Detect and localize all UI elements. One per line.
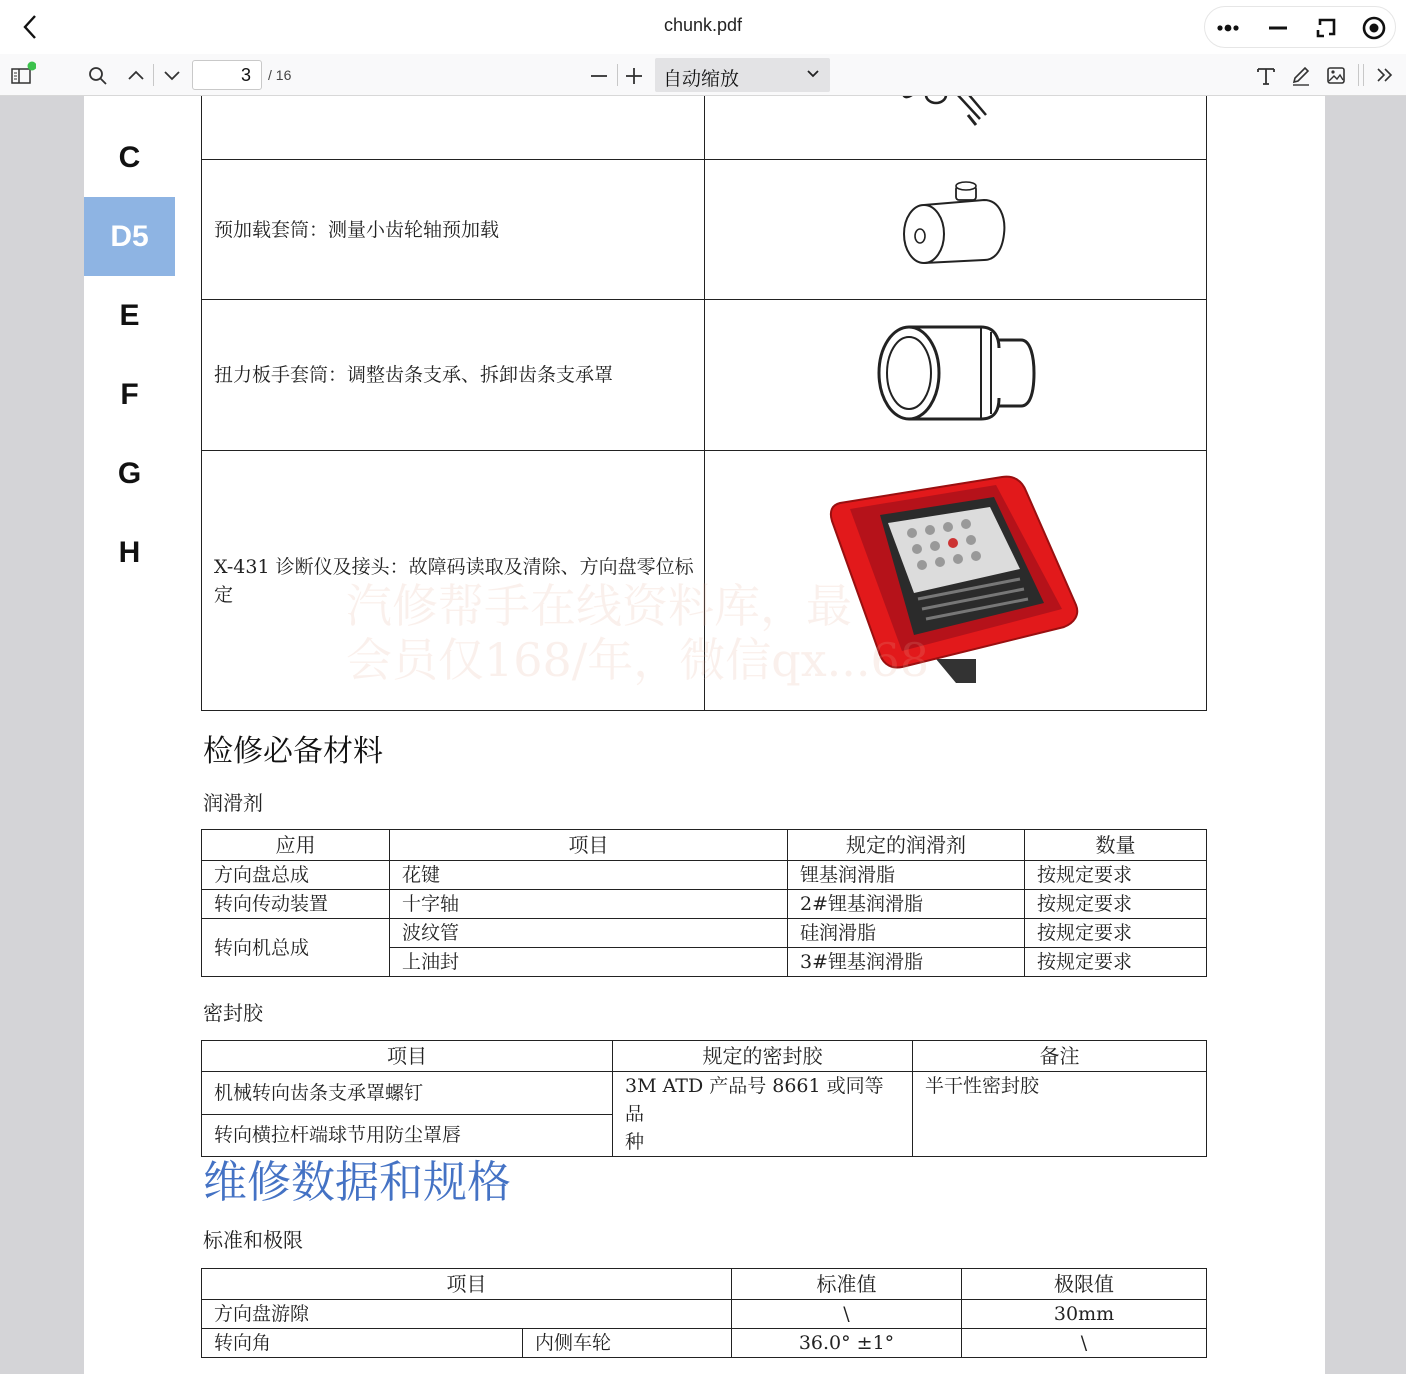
tool-image-cell xyxy=(705,300,1207,451)
table-row: 机械转向齿条支承罩螺钉 3M ATD 产品号 8661 或同等品 种 半干性密封胶 xyxy=(202,1072,1207,1115)
special-tools-table xyxy=(201,96,1207,711)
tool-image-cell xyxy=(705,96,1207,160)
table-header-row: 项目 规定的密封胶 备注 xyxy=(202,1041,1207,1072)
chapter-tab-e[interactable]: E xyxy=(119,299,140,332)
tool-parts-icon xyxy=(856,96,1056,155)
insert-image-icon[interactable] xyxy=(1322,61,1350,89)
close-circle-icon[interactable] xyxy=(1357,11,1391,45)
zoom-in-icon[interactable] xyxy=(620,61,648,89)
pdf-page xyxy=(84,96,1325,1374)
tool-description: 扭力板手套筒：调整齿条支承、拆卸齿条支承罩 xyxy=(202,300,705,451)
table-row: 转向机总成 波纹管 硅润滑脂 按规定要求 xyxy=(202,919,1207,948)
preload-socket-icon xyxy=(896,178,1016,278)
lubricant-table xyxy=(201,829,1207,977)
watermark: 汽修帮手在线资料库，最 会员仅168/年，微信qx...68 xyxy=(346,579,930,687)
page-total-label: / 16 xyxy=(268,67,292,83)
table-row: 转向角 内侧车轮 36.0° ±1° \ xyxy=(202,1329,1207,1358)
chapter-index xyxy=(84,118,175,592)
table-header-row: 项目 标准值 极限值 xyxy=(202,1269,1207,1300)
chapter-tab-g[interactable]: G xyxy=(117,457,142,490)
chapter-tab-d5[interactable]: D5 xyxy=(84,197,175,276)
draw-pen-icon[interactable] xyxy=(1287,61,1315,89)
previous-page-icon[interactable] xyxy=(122,61,150,89)
zoom-out-icon[interactable] xyxy=(585,61,613,89)
limits-subheading: 标准和极限 xyxy=(203,1228,303,1252)
zoom-select-value: 自动缩放 xyxy=(663,68,740,90)
chapter-tab-h[interactable]: H xyxy=(118,536,141,569)
next-page-icon[interactable] xyxy=(158,61,186,89)
window-titlebar xyxy=(0,0,1406,54)
pdf-toolbar xyxy=(0,54,1406,96)
tool-description: 预加载套筒：测量小齿轮轴预加载 xyxy=(202,160,705,300)
chapter-tab-f[interactable]: F xyxy=(120,378,139,411)
restore-window-icon[interactable] xyxy=(1309,11,1343,45)
materials-heading: 检修必备材料 xyxy=(203,734,383,769)
specs-heading: 维修数据和规格 xyxy=(203,1157,511,1208)
tool-description: X-431 诊断仪及接头：故障码读取及清除、方向盘零位标定 xyxy=(202,451,705,711)
lubricant-subheading: 润滑剂 xyxy=(203,791,263,815)
sealant-table xyxy=(201,1040,1207,1157)
chapter-tab-c[interactable]: C xyxy=(118,141,141,174)
table-row xyxy=(202,451,1207,711)
table-row: 方向盘游隙 \ 30mm xyxy=(202,1300,1207,1329)
tool-image-cell xyxy=(705,451,1207,711)
table-row xyxy=(202,96,1207,160)
torque-socket-icon xyxy=(871,318,1041,428)
sidebar-toggle-icon[interactable] xyxy=(8,61,36,89)
table-row: 方向盘总成 花键 锂基润滑脂 按规定要求 xyxy=(202,861,1207,890)
window-title: chunk.pdf xyxy=(663,15,743,35)
text-tool-icon[interactable] xyxy=(1252,61,1280,89)
table-row: 上油封 3#锂基润滑脂 按规定要求 xyxy=(202,948,1207,977)
page-number-input[interactable] xyxy=(192,60,262,90)
window-capsule-menu xyxy=(1204,6,1396,48)
table-row xyxy=(202,160,1207,300)
document-viewer[interactable] xyxy=(0,96,1406,1374)
more-tools-chevrons-icon[interactable] xyxy=(1372,61,1400,89)
limits-table xyxy=(201,1268,1207,1358)
more-dots-icon[interactable] xyxy=(1211,11,1245,45)
search-icon[interactable] xyxy=(84,61,112,89)
minimize-icon[interactable] xyxy=(1261,11,1295,45)
table-header-row: 应用 项目 规定的润滑剂 数量 xyxy=(202,830,1207,861)
tool-description xyxy=(202,96,705,160)
tool-image-cell xyxy=(705,160,1207,300)
table-row: 转向传动装置 十字轴 2#锂基润滑脂 按规定要求 xyxy=(202,890,1207,919)
table-row xyxy=(202,300,1207,451)
sealant-subheading: 密封胶 xyxy=(203,1001,263,1025)
diagnostic-tablet-icon xyxy=(826,469,1086,689)
zoom-select[interactable] xyxy=(655,58,830,92)
table-row: 转向横拉杆端球节用防尘罩唇 xyxy=(202,1114,1207,1157)
chevron-down-icon xyxy=(806,67,820,81)
